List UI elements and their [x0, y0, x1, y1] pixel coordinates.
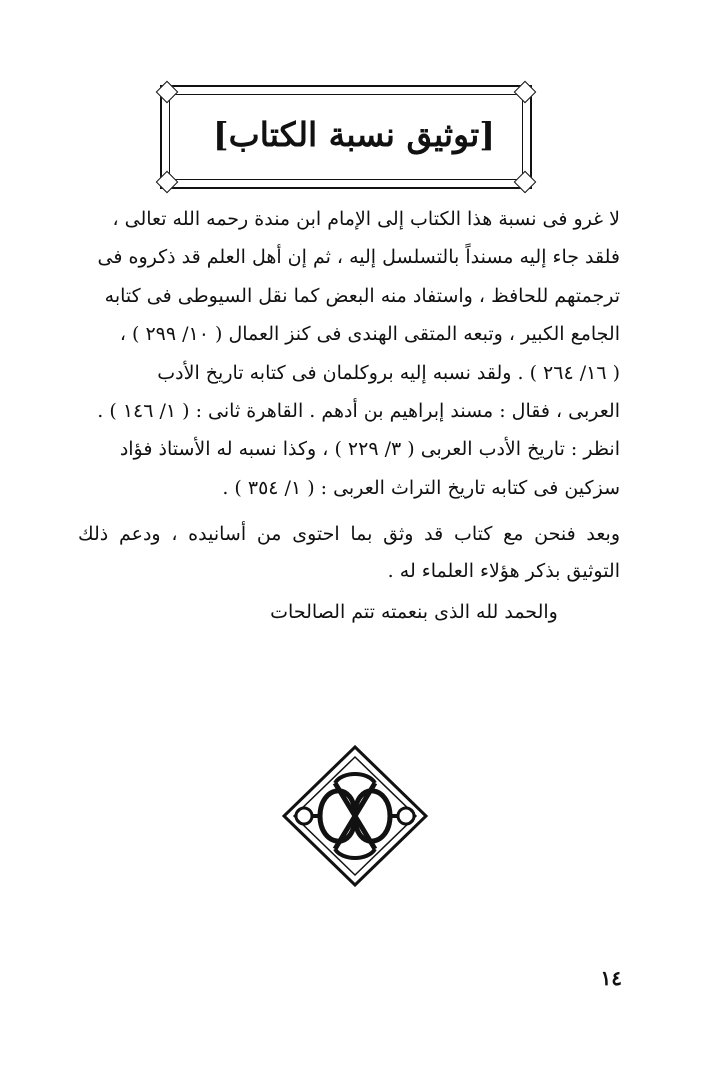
body-paragraph-1 [78, 200, 620, 507]
text-line: انظر : تاريخ الأدب العربى ( ٣/ ٢٢٩ ) ، وكذا نسبه له الأستاذ فؤاد [119, 438, 620, 461]
text-line: وبعد فنحن مع كتاب قد وثق بما احتوى من أسانيده ، ودعم ذلك [78, 523, 620, 545]
text-line: فلقد جاء إليه مسنداً بالتسلسل إليه ، ثم إن أهل العلم قد ذكروه فى [97, 246, 620, 269]
page-title: [توثيق نسبة الكتاب] [213, 115, 495, 154]
text-line: ترجمتهم للحافظ ، واستفاد منه البعض كما نقل السيوطى فى كتابه [104, 284, 620, 307]
text-line: الجامع الكبير ، وتبعه المتقى الهندى فى كنز العمال ( ١٠/ ٢٩٩ ) ، [119, 323, 620, 346]
body-paragraph-2 [78, 516, 620, 590]
text-line: التوثيق بذكر هؤلاء العلماء له . [387, 560, 620, 582]
text-line: العربى ، فقال : مسند إبراهيم بن أدهم . القاهرة ثانى : ( ١/ ١٤٦ ) . [97, 400, 620, 423]
page-number: ١٤ [600, 966, 622, 990]
closing-line: والحمد لله الذى بنعمته تتم الصالحات [270, 601, 558, 623]
interlace-knot-ornament [280, 745, 430, 887]
text-line: لا غرو فى نسبة هذا الكتاب إلى الإمام ابن مندة رحمه الله تعالى ، [112, 208, 620, 230]
text-line: ( ١٦/ ٢٦٤ ) . ولقد نسبه إليه بروكلمان فى كتابه تاريخ الأدب [157, 361, 620, 384]
text-line: سزكين فى كتابه تاريخ التراث العربى : ( ١/ ٣٥٤ ) . [222, 476, 620, 499]
